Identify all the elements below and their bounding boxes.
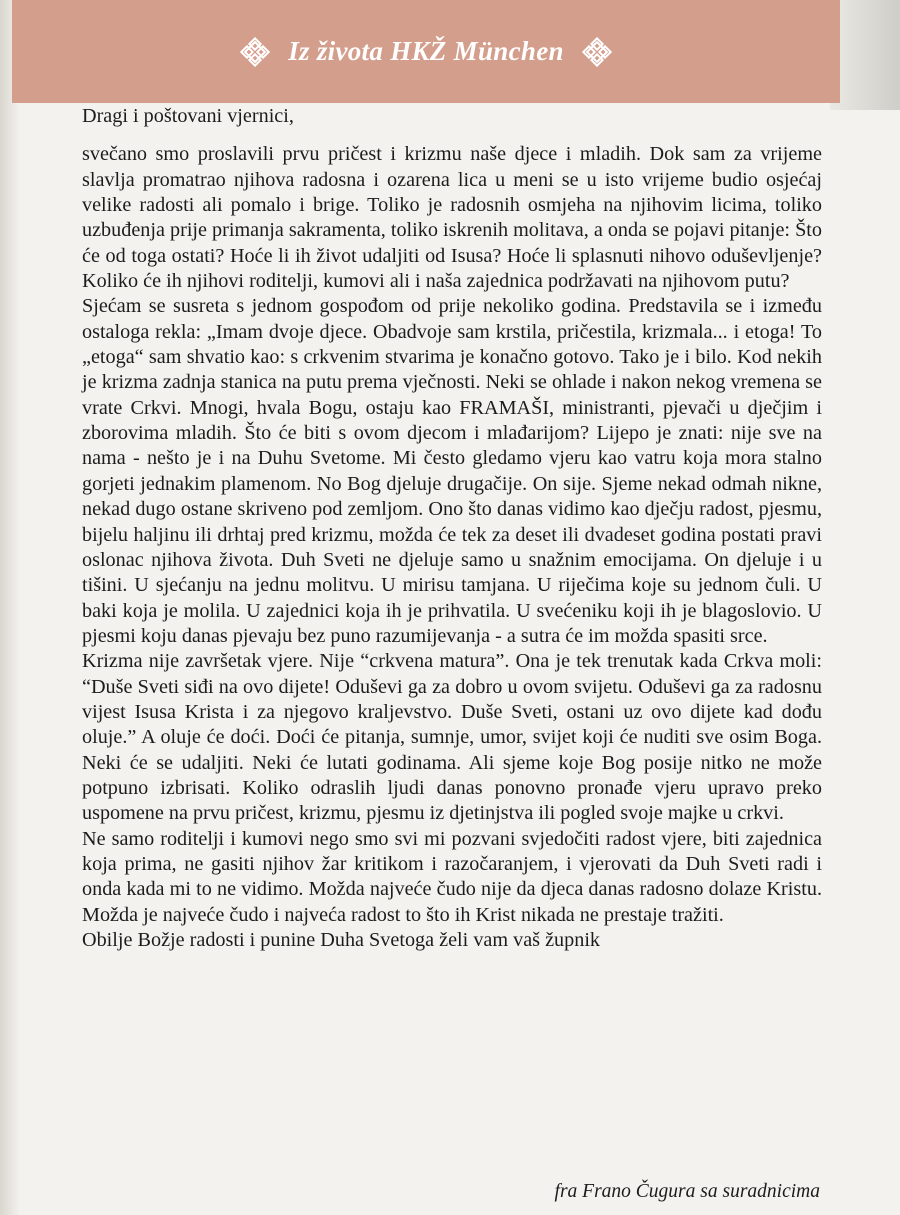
letter-paragraph: Ne samo roditelji i kumovi nego smo svi mi pozvani svjedočiti radost vjere, biti zajednica koja prima, ne gasiti njihov žar kritikom i razočaranjem, i vjerovati da Duh Sveti radi i onda kada mi to ne vidimo. Možda najveće čudo nije da djeca danas radosno dolaze Kristu. Možda je najveće čudo i najveća radost to što ih Krist nikada ne prestaje tražiti. <box>82 827 822 926</box>
section-title: Iz života HKŽ München <box>288 36 564 66</box>
section-header-banner <box>12 0 840 103</box>
letter-paragraph: svečano smo proslavili prvu pričest i krizmu naše djece i mladih. Dok sam za vrijeme slavlja promatrao njihova radosna i ozarena lica u meni se u isto vrijeme budio osjećaj velike radosti ali pomalo i brige. Toliko je radosnih osmjeha na njihovim licima, toliko uzbuđenja prije primanja sakramenta, toliko iskrenih molitava, a onda se pojavi pitanje: Što će od toga ostati? Hoće li ih život udaljiti od Isusa? Hoće li splasnuti nihovo oduševljenje? Koliko će ih njihovi roditelji, kumovi ali i naša zajednica podržavati na njihovom putu? <box>82 143 823 293</box>
page-edge-shadow <box>0 0 20 1215</box>
adjacent-page-edge <box>830 0 900 110</box>
celtic-knot-ornament-icon <box>582 37 612 67</box>
letter-greeting: Dragi i poštovani vjernici, <box>82 105 294 127</box>
letter-signature: fra Frano Čugura sa suradnicima <box>554 1181 820 1202</box>
letter-body <box>82 104 822 953</box>
letter-paragraph: Sjećam se susreta s jednom gospođom od prije nekoliko godina. Predstavila se i između ostaloga rekla: „Imam dvoje djece. Obadvoje sam krstila, pričestila, krizmala... i etoga! To „etoga“ sam shvatio kao: s crkvenim stvarima je konačno gotovo. Tako je i bilo. Kod nekih je krizma zadnja stanica na putu prema vječnosti. Neki se ohlade i nakon nekog vremena se vrate Crkvi. Mnogi, hvala Bogu, ostaju kao FRAMAŠI, ministranti, pjevači u dječjim i zborovima mladih. Što će biti s ovom djecom i mlađarijom? Lijepo je znati: nije sve na nama - nešto je i na Duhu Svetome. Mi često gledamo vjeru kao vatru koja mora stalno gorjeti jednakim plamenom. No Bog djeluje drugačije. On sije. Sjeme nekad odmah nikne, nekad dugo ostane skriveno pod zemljom. Ono što danas vidimo kao dječju radost, pjesmu, bijelu haljinu ili drhtaj pred krizmu, možda će tek za deset ili dvadeset godina postati pravi oslonac njihova života. Duh Sveti ne djeluje samo u snažnim emocijama. On djeluje i u tišini. U sjećanju na jednu molitvu. U mirisu tamjana. U riječima koje su jednom čuli. U baki koja je molila. U zajednici koja ih je prihvatila. U svećeniku koji ih je blagoslovio. U pjesmi koju danas pjevaju bez puno razumijevanja - a sutra će im možda spasiti srce. <box>82 295 822 647</box>
celtic-knot-ornament-icon <box>240 37 270 67</box>
closing-wish: Obilje Božje radosti i punine Duha Svetoga želi vam vaš župnik <box>82 929 601 951</box>
letter-paragraph: Krizma nije završetak vjere. Nije “crkvena matura”. Ona je tek trenutak kada Crkva moli: “Duše Sveti siđi na ovo dijete! Oduševi ga za dobro u ovom svijetu. Oduševi ga za radosnu vijest Isusa Krista i za njegovo kraljevstvo. Duše Sveti, ostani uz ovo dijete kad dođu oluje.” A oluje će doći. Doći će pitanja, sumnje, umor, svijet koji će nuditi sve osim Boga. Neki će se udaljiti. Neki će lutati godinama. Ali sjeme koje Bog posije nitko ne može potpuno izbrisati. Koliko odraslih ljudi danas ponovno pronađe vjeru upravo preko uspomene na prvu pričest, krizmu, pjesmu iz djetinjstva ili pogled svoje majke u crkvi. <box>82 650 822 825</box>
